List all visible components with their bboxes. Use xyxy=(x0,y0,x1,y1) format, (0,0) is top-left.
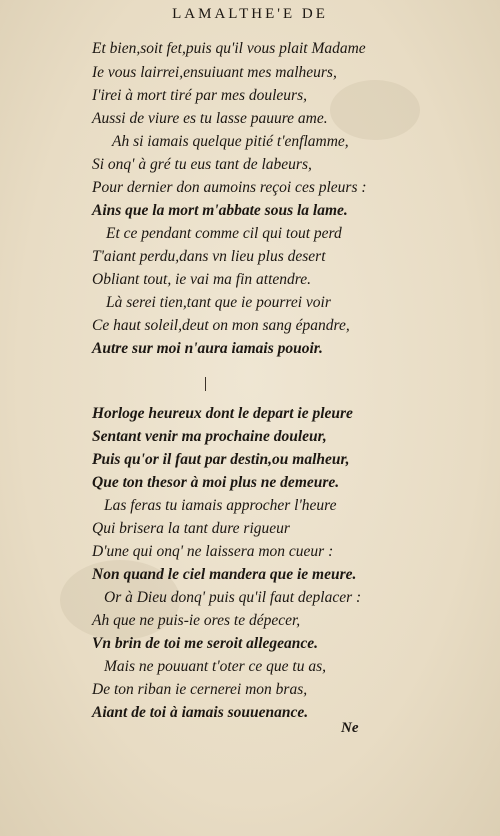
verse-line: Là serei tien,tant que ie pourrei voir xyxy=(106,294,331,311)
running-header: LAMALTHE'E DE xyxy=(172,6,328,22)
verse-line: Si onq' à gré tu eus tant de labeurs, xyxy=(92,156,312,173)
verse-line: Non quand le ciel mandera que ie meure. xyxy=(92,566,357,583)
verse-line: Ce haut soleil,deut on mon sang épandre, xyxy=(92,317,350,334)
verse-line: Aiant de toi à iamais souuenance. xyxy=(92,704,309,721)
verse-line: Sentant venir ma prochaine douleur, xyxy=(92,428,327,445)
verse-line: Las feras tu iamais approcher l'heure xyxy=(104,497,337,514)
stanza-divider xyxy=(205,377,206,391)
verse-line: T'aiant perdu,dans vn lieu plus desert xyxy=(92,248,326,265)
verse-line: Aussi de viure es tu lasse pauure ame. xyxy=(92,110,328,127)
verse-line: Obliant tout, ie vai ma fin attendre. xyxy=(92,271,311,288)
verse-line: Et bien,soit fet,puis qu'il vous plait Madame xyxy=(92,40,366,57)
verse-line: Autre sur moi n'aura iamais pouoir. xyxy=(92,340,323,357)
verse-line: Ah que ne puis-ie ores te dépecer, xyxy=(92,612,301,629)
verse-line: Vn brin de toi me seroit allegeance. xyxy=(92,635,319,652)
verse-line: Or à Dieu donq' puis qu'il faut deplacer : xyxy=(104,589,362,606)
verse-line: Ah si iamais quelque pitié t'enflamme, xyxy=(112,133,349,150)
verse-line: De ton riban ie cernerei mon bras, xyxy=(92,681,308,698)
verse-line: Ie vous lairrei,ensuiuant mes malheurs, xyxy=(92,64,337,81)
verse-line: Qui brisera la tant dure rigueur xyxy=(92,520,290,537)
verse-line: Que ton thesor à moi plus ne demeure. xyxy=(92,474,340,491)
catchword: Ne xyxy=(341,720,359,736)
verse-line: Ains que la mort m'abbate sous la lame. xyxy=(92,202,348,219)
paper-stain xyxy=(330,80,420,140)
verse-line: Horloge heureux dont le depart ie pleure xyxy=(92,405,353,422)
verse-line: Mais ne pouuant t'oter ce que tu as, xyxy=(104,658,327,675)
verse-line: I'irei à mort tiré par mes douleurs, xyxy=(92,87,307,104)
verse-line: Et ce pendant comme cil qui tout perd xyxy=(106,225,342,242)
verse-line: D'une qui onq' ne laissera mon cueur : xyxy=(92,543,334,560)
verse-line: Pour dernier don aumoins reçoi ces pleurs : xyxy=(92,179,367,196)
verse-line: Puis qu'or il faut par destin,ou malheur, xyxy=(92,451,350,468)
